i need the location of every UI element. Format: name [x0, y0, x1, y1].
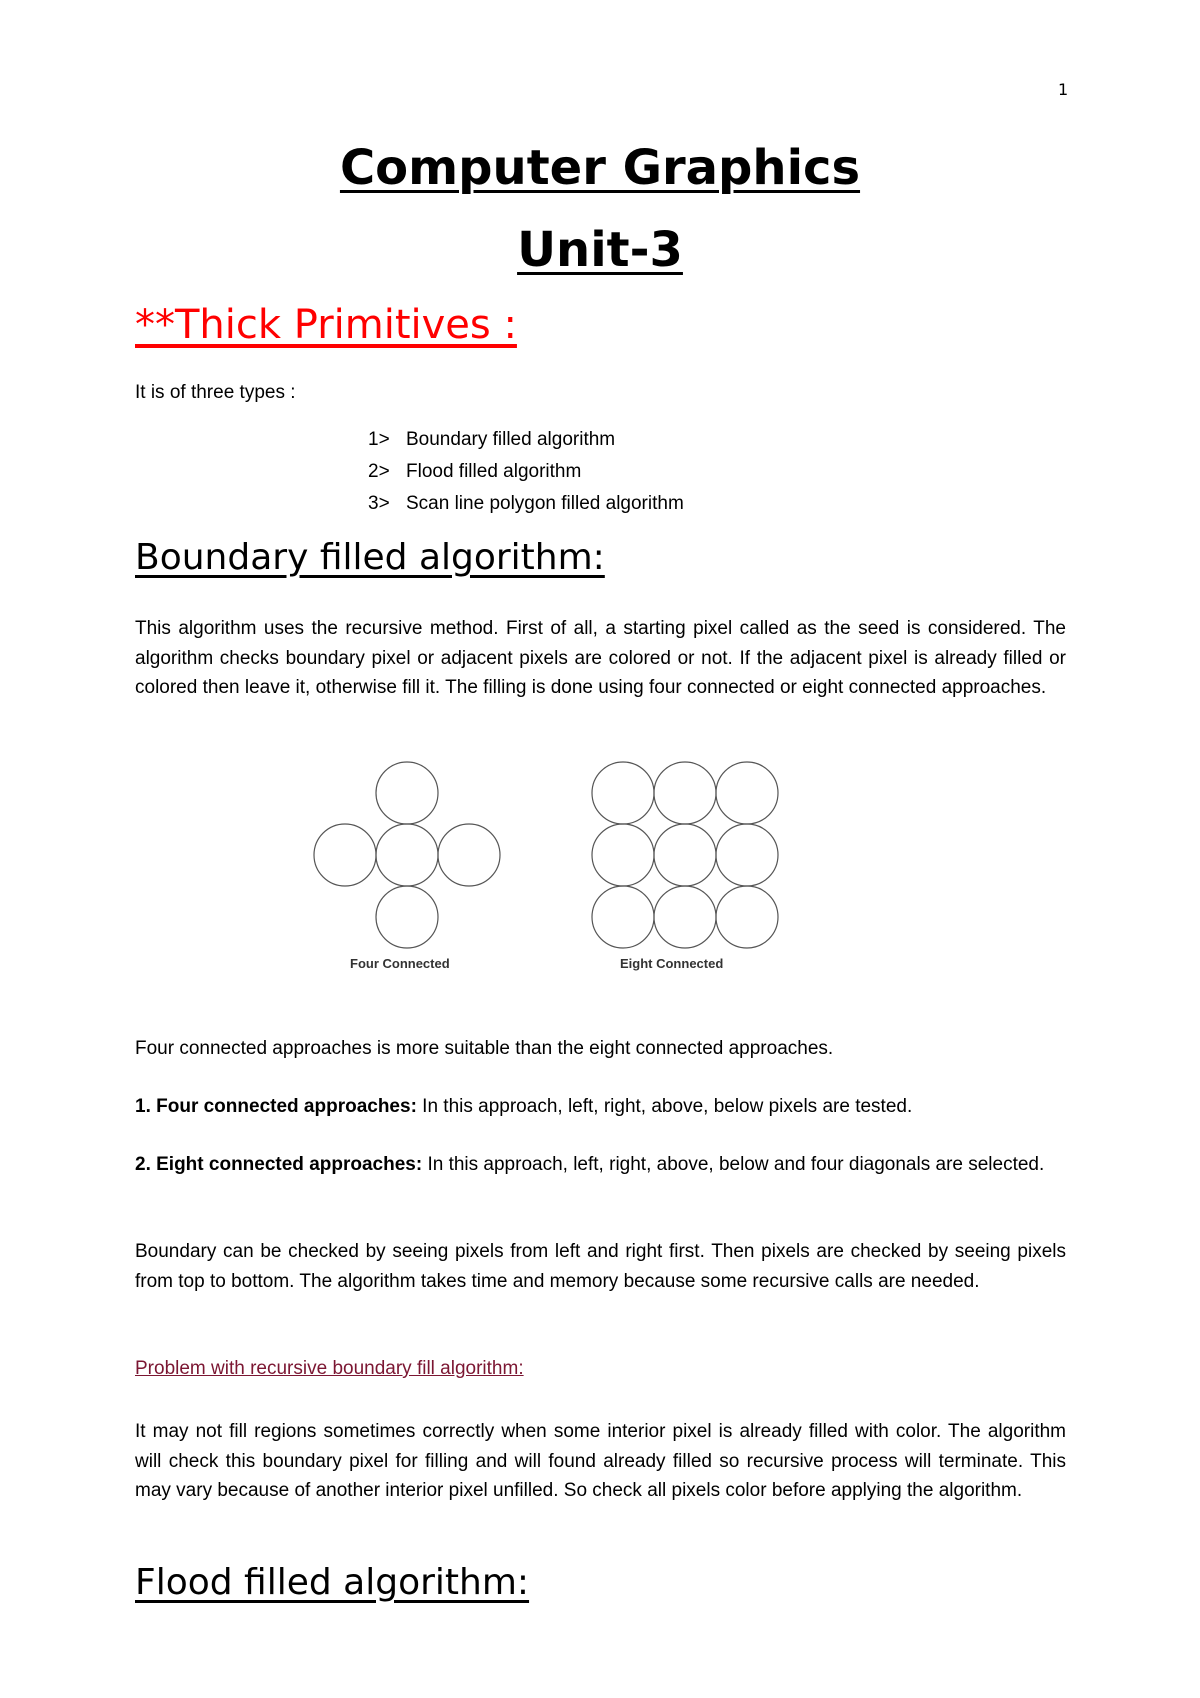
eight-connected-circle	[654, 762, 716, 824]
eight-connected-definition	[135, 1150, 1066, 1180]
flood-heading: Flood filled algorithm:	[135, 1562, 530, 1603]
types-intro: It is of three types :	[135, 382, 296, 403]
list-item	[368, 488, 684, 520]
list-item-number: 2>	[368, 461, 390, 482]
list-item	[368, 456, 684, 488]
list-item-number: 3>	[368, 493, 390, 514]
four-connected-bottom-circle	[376, 886, 438, 948]
four-connected-left-circle	[314, 824, 376, 886]
eight-connected-center-circle	[654, 824, 716, 886]
eight-connected-circle	[716, 886, 778, 948]
four-connected-right-circle	[438, 824, 500, 886]
list-item-number: 1>	[368, 429, 390, 450]
list-item-label: Flood filled algorithm	[406, 461, 582, 482]
thick-primitives-heading: **Thick Primitives :	[135, 302, 517, 348]
four-connected-center-circle	[376, 824, 438, 886]
eight-connected-term: 2. Eight connected approaches:	[135, 1154, 423, 1175]
boundary-heading: Boundary filled algorithm:	[135, 537, 605, 578]
boundary-paragraph-2: Four connected approaches is more suitable than the eight connected approaches.	[135, 1038, 834, 1059]
unit-title: Unit-3	[517, 222, 683, 278]
boundary-paragraph-4: It may not fill regions sometimes correctly when some interior pixel is already filled with color. The algorithm will check this boundary pixel for filling and will found already filled so recursive process will terminate. This may vary because of another interior pixel unfilled. So check all pixels color before applying the algorithm.	[135, 1421, 1066, 1501]
eight-connected-caption: Eight Connected	[620, 956, 724, 971]
page-number: 1	[1058, 80, 1069, 99]
eight-connected-circle	[592, 762, 654, 824]
eight-connected-circle	[716, 762, 778, 824]
problem-subheading: Problem with recursive boundary fill algorithm:	[135, 1358, 524, 1379]
four-connected-definition	[135, 1092, 1066, 1122]
types-list	[368, 424, 684, 520]
list-item	[368, 424, 684, 456]
eight-connected-circle	[592, 824, 654, 886]
connectivity-figure	[300, 750, 800, 980]
four-connected-caption: Four Connected	[350, 956, 450, 971]
eight-connected-circle	[716, 824, 778, 886]
eight-connected-circle	[654, 886, 716, 948]
boundary-paragraph-3: Boundary can be checked by seeing pixels from left and right first. Then pixels are checked by seeing pixels from top to bottom. The algorithm takes time and memory because some recursive calls are needed.	[135, 1241, 1066, 1292]
list-item-label: Scan line polygon filled algorithm	[406, 493, 684, 514]
list-item-label: Boundary filled algorithm	[406, 429, 616, 450]
boundary-paragraph-1: This algorithm uses the recursive method. First of all, a starting pixel called as the seed is considered. The algorithm checks boundary pixel or adjacent pixels are colored or not. If the adjacent pixel is already filled or colored then leave it, otherwise fill it. The filling is done using four connected or eight connected approaches.	[135, 618, 1066, 698]
eight-connected-circle	[592, 886, 654, 948]
document-title: Computer Graphics	[339, 140, 861, 196]
eight-connected-text: In this approach, left, right, above, below and four diagonals are selected.	[422, 1154, 1045, 1175]
four-connected-text: In this approach, left, right, above, below pixels are tested.	[416, 1096, 913, 1117]
four-connected-top-circle	[376, 762, 438, 824]
four-connected-term: 1. Four connected approaches:	[135, 1096, 417, 1117]
